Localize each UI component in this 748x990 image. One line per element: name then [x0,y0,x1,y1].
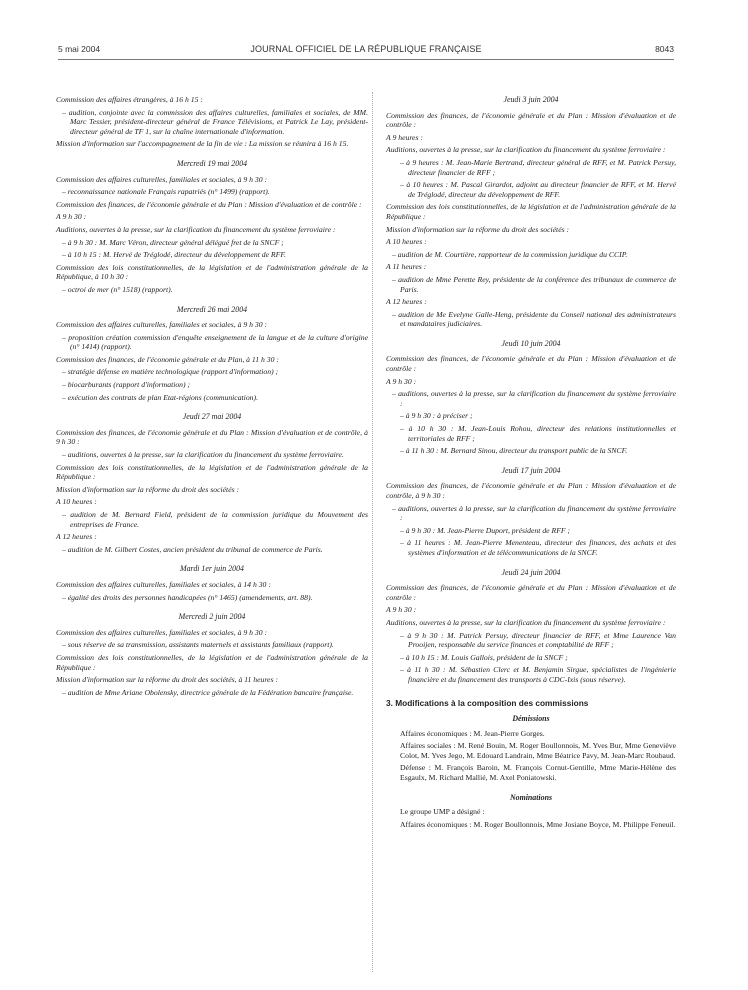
commission-heading: Commission des affaires culturelles, familiales et sociales, à 9 h 30 : [56,174,268,184]
agenda-item: – audition de Me Evelyne Galle-Heng, présidente du Conseil national des administrateurs et mandataires judiciaires. [392,309,676,329]
time-label: A 9 h 30 : [56,212,87,222]
date-heading: Mardi 1er juin 2004 [180,564,244,574]
left-column [56,95,368,700]
hearing-intro: Auditions, ouvertes à la presse, sur la clarification du financement du système ferroviaire : [386,145,666,155]
date-heading: Jeudi 3 juin 2004 [503,95,559,104]
hearing-intro: Auditions, ouvertes à la presse, sur la clarification du financement du système ferroviaire : [386,617,666,627]
agenda-subitem: – à 11 h 30 : M. Sébastien Clerc et M. Benjamin Sirgue, spécialistes de l'ingénierie financière et du financement des transports à CDC-Ixis (sous réserve). [400,665,676,684]
agenda-item: – à 9 heures : M. Jean-Marie Bertrand, directeur général de RFF, et M. Patrick Persuy, directeur financier de RFF ; [400,157,676,177]
date-heading: Jeudi 10 juin 2004 [501,338,561,348]
agenda-item: – octroi de mer (n° 1518) (rapport). [62,284,173,294]
subsection-heading-demissions: Démissions [512,714,550,724]
membership-paragraph: Défense : M. François Baroin, M. François Cornut-Gentille, Mme Marie-Hélène des Esgaulx, M. Richard Mallié, M. Axel Poniatowski. [400,763,676,783]
header-page-number: 8043 [655,44,674,54]
agenda-item: – auditions, ouvertes à la presse, sur la clarification du financement du système ferroviaire. [62,450,344,460]
agenda-item: – égalité des droits des personnes handicapées (n° 1465) (amendements, art. 88). [62,592,313,602]
commission-heading: Commission des finances, de l'économie générale et du Plan : Mission d'évaluation et de contrôle : [386,583,676,602]
agenda-item: – audition de M. Bernard Field, président de la commission juridique du Mouvement des entreprises de France. [62,510,368,529]
agenda-subitem: – à 10 h 30 : M. Jean-Louis Rohou, directeur des relations institutionnelles et territoriales de RFF ; [400,424,676,443]
date-heading: Jeudi 24 juin 2004 [501,567,561,577]
commission-heading: Commission des finances, de l'économie générale et du Plan : Mission d'évaluation et de contrôle : [386,354,676,374]
commission-heading: Commission des lois constitutionnelles, de la législation et de l'administration générale de la République : [56,462,368,482]
agenda-item: – à 10 h 15 : M. Hervé de Tréglodé, directeur du développement de RFF. [62,250,286,260]
date-heading: Mercredi 26 mai 2004 [176,304,248,314]
agenda-item: – audition, conjointe avec la commission des affaires culturelles, familiales et sociales, de MM. Marc Tessier, président-directeur général de France Télévisions, et Patrick Le Lay, président-directeur général de TF 1, sur la chaîne internationale d'information. [62,107,368,136]
time-label: A 10 heures : [56,497,97,507]
right-column [386,95,676,832]
commission-heading: Commission des finances, de l'économie générale et du Plan : Mission d'évaluation et de contrôle : [386,110,676,130]
membership-paragraph: Affaires sociales : M. René Bouin, M. Roger Boullonnois, M. Yves Bur, Mme Geneviève Colot, M. Yves Jego, M. Edouard Landrain, Mme Béatrice Pavy, M. Jean-Marc Roubaud. [400,741,676,760]
agenda-item: – biocarburants (rapport d'information) ; [62,380,191,390]
mission-note: Mission d'information sur la réforme du droit des sociétés : [386,224,570,234]
time-label: A 9 h 30 : [386,605,417,615]
commission-heading: Commission des lois constitutionnelles, de la législation et de l'administration générale de la République, à 10 h 30 : [56,262,368,282]
header-rule [58,59,674,60]
agenda-item: – auditions, ouvertes à la presse, sur la clarification du financement du système ferroviaire : [392,503,676,523]
time-label: A 9 h 30 : [386,376,417,386]
commission-heading: Commission des finances, de l'économie générale et du Plan : Mission d'évaluation et de contrôle : [56,199,362,209]
commission-heading: Commission des affaires culturelles, familiales et sociales, à 9 h 30 : [56,320,268,330]
header-journal-title: JOURNAL OFFICIEL DE LA RÉPUBLIQUE FRANÇAISE [250,44,482,54]
header-date: 5 mai 2004 [58,44,101,54]
commission-heading: Commission des finances, de l'économie générale et du Plan : Mission d'évaluation et de contrôle, à 9 h 30 : [386,481,676,500]
agenda-item: – stratégie défense en matière technologique (rapport d'information) ; [62,367,279,377]
commission-heading: Commission des finances, de l'économie générale et du Plan : Mission d'évaluation et de contrôle, à 9 h 30 : [56,427,368,447]
agenda-subitem: – à 9 h 30 : M. Patrick Persuy, directeur financier de RFF, et Mme Laurence Van Prooijen, responsable du service finances et comptabilité de RFF ; [400,630,676,650]
agenda-item: – sous réserve de sa transmission, assistants maternels et assistants familiaux (rapport). [62,640,334,650]
commission-heading: Commission des finances, de l'économie générale et du Plan, à 11 h 30 : [56,354,279,364]
mission-note: Mission d'information sur l'accompagnement de la fin de vie : La mission se réunira à 16 h 15. [56,139,349,149]
time-label: A 12 heures : [56,532,97,542]
agenda-subitem: – à 9 h 30 : M. Jean-Pierre Duport, président de RFF ; [400,525,571,535]
time-label: A 9 heures : [386,132,423,142]
subsection-heading-nominations: Nominations [509,792,553,802]
agenda-item: – audition de Mme Perette Rey, présidente de la conférence des tribunaux de commerce de Paris. [392,274,676,294]
time-label: A 11 heures : [386,262,427,272]
agenda-subitem: – à 11 heures : M. Jean-Pierre Menenteau, directeur des finances, des achats et des systèmes d'information et de télécommunications de la SNCF. [400,538,676,557]
time-label: A 10 heures : [386,237,427,247]
commission-heading: Commission des affaires culturelles, familiales et sociales, à 9 h 30 : [56,627,268,637]
commission-heading: Commission des lois constitutionnelles, de la législation et de l'administration générale de la République : [56,652,368,672]
membership-paragraph: Affaires économiques : M. Roger Boullonnois, Mme Josiane Boyce, M. Philippe Feneuil. [400,819,676,829]
date-heading: Jeudi 27 mai 2004 [182,412,242,422]
membership-paragraph: Le groupe UMP a désigné : [400,807,485,817]
commission-heading: Commission des lois constitutionnelles, de la législation et de l'administration générale de la République : [386,202,676,221]
mission-note: Mission d'information sur la réforme du droit des sociétés : [56,484,240,494]
agenda-item: – audition de M. Gilbert Costes, ancien président du tribunal de commerce de Paris. [62,544,323,554]
agenda-subitem: – à 9 h 30 : à préciser ; [400,411,473,421]
date-heading: Jeudi 17 juin 2004 [501,465,561,475]
agenda-item: – exécution des contrats de plan Etat-régions (communication). [62,392,258,402]
time-label: A 12 heures : [386,297,427,307]
date-heading: Mercredi 19 mai 2004 [176,158,248,168]
column-divider [372,92,373,972]
commission-heading: Commission des affaires culturelles, familiales et sociales, à 14 h 30 : [56,579,271,589]
agenda-item: – à 9 h 30 : M. Marc Véron, directeur général délégué fret de la SNCF ; [62,237,284,247]
agenda-subitem: – à 10 h 15 : M. Louis Gallois, président de la SNCF ; [400,652,568,662]
membership-paragraph: Affaires économiques : M. Jean-Pierre Gorges. [400,728,545,738]
agenda-item: – reconnaissance nationale Français rapatriés (n° 1499) (rapport). [62,187,270,197]
agenda-item: – proposition création commission d'enquête enseignement de la langue et de la culture d'origine (n° 1414) (rapport). [62,332,368,352]
agenda-item: – à 10 heures : M. Pascal Girardot, adjoint au directeur financier de RFF, et M. Hervé de Tréglodé, directeur du développement de RFF. [400,180,676,199]
hearing-intro: Auditions, ouvertes à la presse, sur la clarification du financement du système ferroviaire : [56,224,336,234]
agenda-item: – audition de Mme Ariane Obolensky, directrice générale de la Fédération bancaire française. [62,687,354,697]
running-header [58,44,674,58]
mission-note: Mission d'information sur la réforme du droit des sociétés, à 11 heures : [56,675,278,685]
date-heading: Mercredi 2 juin 2004 [178,612,246,622]
agenda-item: – audition de M. Courtière, rapporteur de la commission juridique du CCIP. [392,249,628,259]
commission-heading: Commission des affaires étrangères, à 16 h 15 : [56,95,203,104]
section-heading: 3. Modifications à la composition des commissions [386,697,589,708]
agenda-subitem: – à 11 h 30 : M. Bernard Sinou, directeur du transport public de la SNCF. [400,446,628,456]
agenda-item: – auditions, ouvertes à la presse, sur la clarification du financement du système ferroviaire : [392,389,676,408]
